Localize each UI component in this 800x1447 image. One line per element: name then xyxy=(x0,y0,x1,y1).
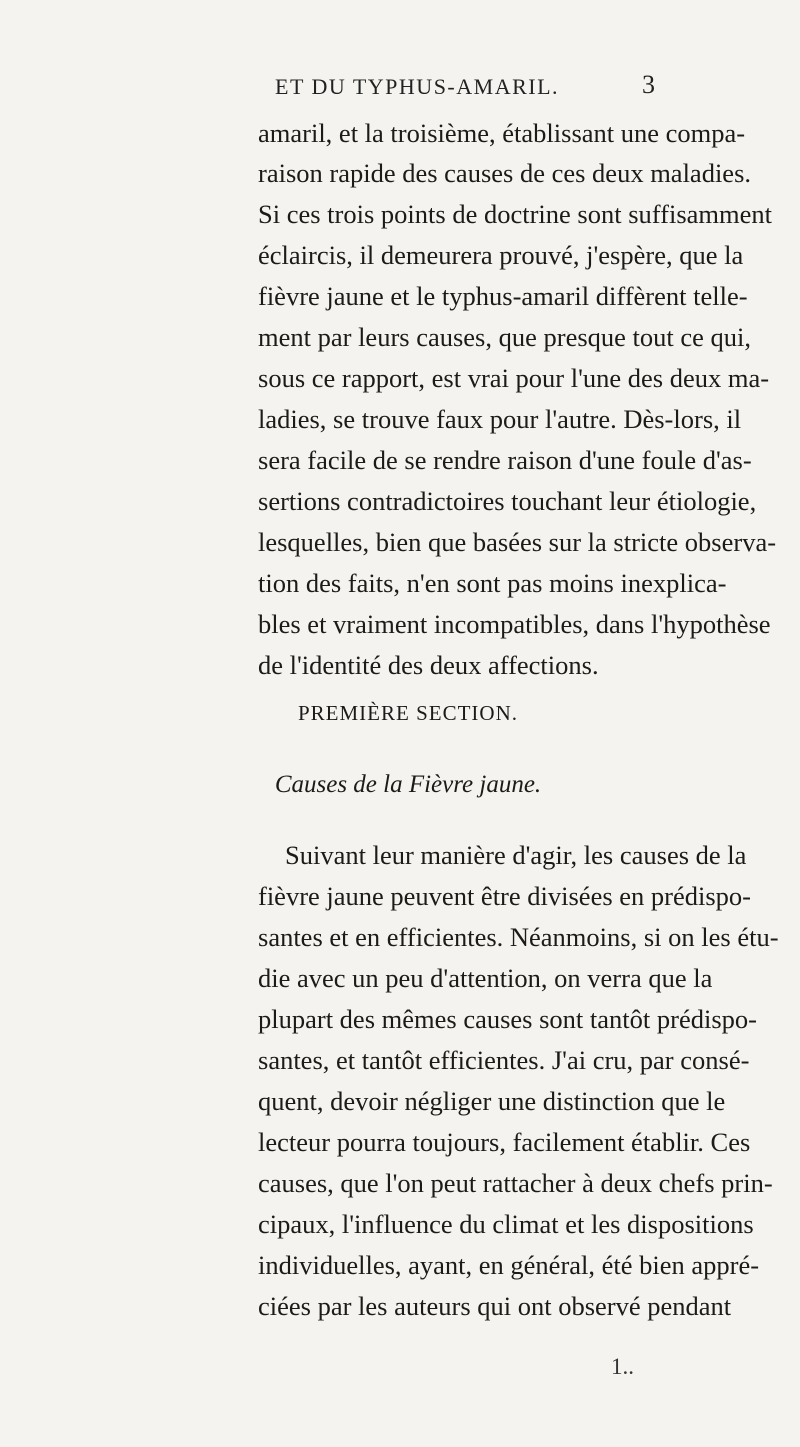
text-line: fièvre jaune et le typhus-amaril diffèrent telle- xyxy=(258,281,748,311)
text-line: causes, que l'on peut rattacher à deux chefs prin- xyxy=(258,1168,773,1198)
text-line: plupart des mêmes causes sont tantôt prédispo- xyxy=(258,1004,757,1034)
text-line: de l'identité des deux affections. xyxy=(258,650,599,680)
text-line: bles et vraiment incompatibles, dans l'hypothèse xyxy=(258,609,771,639)
section-heading: PREMIÈRE SECTION. xyxy=(297,701,518,725)
text-line: tion des faits, n'en sont pas moins inexplica- xyxy=(258,568,727,598)
text-line: Si ces trois points de doctrine sont suffisamment xyxy=(258,199,772,229)
text-line: santes et en efficientes. Néanmoins, si on les étu- xyxy=(258,922,779,952)
text-line: lecteur pourra toujours, facilement établir. Ces xyxy=(258,1127,751,1157)
text-line: sera facile de se rendre raison d'une foule d'as- xyxy=(258,445,752,475)
page-number: 3 xyxy=(642,70,655,99)
text-line: individuelles, ayant, en général, été bien appré- xyxy=(258,1250,760,1280)
text-line: éclaircis, il demeurera prouvé, j'espère, que la xyxy=(258,240,744,270)
text-line: raison rapide des causes de ces deux maladies. xyxy=(258,158,752,188)
text-line: quent, devoir négliger une distinction que le xyxy=(258,1086,726,1116)
text-line: amaril, et la troisième, établissant une compa- xyxy=(258,118,746,148)
signature-mark: 1.. xyxy=(611,1354,634,1379)
text-line: ciées par les auteurs qui ont observé pendant xyxy=(258,1291,732,1321)
text-line: ladies, se trouve faux pour l'autre. Dès-lors, il xyxy=(258,404,742,434)
text-line: ment par leurs causes, que presque tout ce qui, xyxy=(258,322,752,352)
text-line: cipaux, l'influence du climat et les dispositions xyxy=(258,1209,754,1239)
text-line: die avec un peu d'attention, on verra que la xyxy=(258,963,713,993)
text-line: fièvre jaune peuvent être divisées en prédispo- xyxy=(258,881,751,911)
text-line: sous ce rapport, est vrai pour l'une des deux ma- xyxy=(258,363,770,393)
text-line: sertions contradictoires touchant leur étiologie, xyxy=(258,486,757,516)
text-line: santes, et tantôt efficientes. J'ai cru, par consé- xyxy=(258,1045,750,1075)
running-head: ET DU TYPHUS-AMARIL. xyxy=(275,74,560,99)
text-line: lesquelles, bien que basées sur la stricte observa- xyxy=(258,527,777,557)
text-line: Suivant leur manière d'agir, les causes de la xyxy=(285,840,747,870)
section-subtitle: Causes de la Fièvre jaune. xyxy=(274,771,542,798)
